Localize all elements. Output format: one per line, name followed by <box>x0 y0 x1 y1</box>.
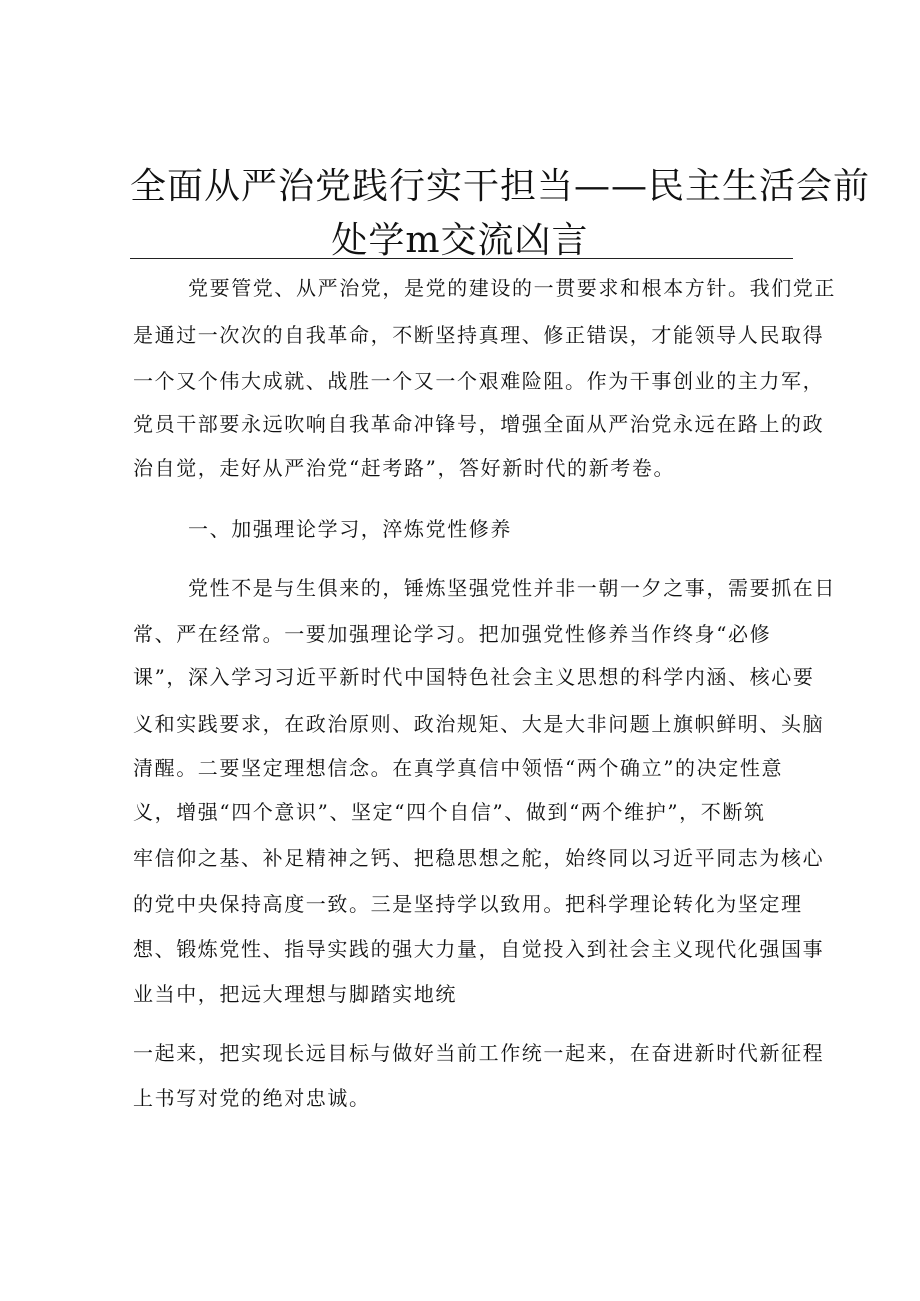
paragraph-2-line: 想、锻炼党性、指导实践的强大力量，自觉投入到社会主义现代化强国事 <box>133 937 825 961</box>
section-heading: 一、加强理论学习，淬炼党性修养 <box>188 517 512 541</box>
paragraph-1-line: 是通过一次次的自我革命，不断坚持真理、修正错误，才能领导人民取得 <box>133 323 825 347</box>
paragraph-1-line: 一个又个伟大成就、战胜一个又一个艰难险阻。作为干事创业的主力军， <box>133 369 825 393</box>
paragraph-1-line: 党员干部要永远吹响自我革命冲锋号，增强全面从严治党永远在路上的政 <box>133 412 825 436</box>
document-title-line-1: 全面从严治党践行实干担当——民主生活会前 <box>130 166 871 207</box>
paragraph-3-line: 一起来，把实现长远目标与做好当前工作统一起来，在奋进新时代新征程 <box>133 1041 825 1065</box>
paragraph-1-line: 治自觉，走好从严治党“赶考路”，答好新时代的新考卷。 <box>133 456 676 480</box>
paragraph-2-line: 党性不是与生俱来的，锤炼坚强党性并非一朝一夕之事，需要抓在日 <box>188 576 836 600</box>
paragraph-2-line: 义，增强“四个意识”、坚定“四个自信”、做到“两个维护”，不断筑 <box>133 800 766 824</box>
document-title-line-2: 处学m交流凶言 <box>331 220 589 261</box>
paragraph-2-line: 义和实践要求，在政治原则、政治规矩、大是大非问题上旗帜鲜明、头脑 <box>133 712 825 736</box>
paragraph-2-line: 业当中，把远大理想与脚踏实地统 <box>133 982 457 1006</box>
paragraph-2-line: 的党中央保持高度一致。三是坚持学以致用。把科学理论转化为坚定理 <box>133 892 803 916</box>
title-underline <box>130 258 793 259</box>
paragraph-2-line: 牢信仰之基、补足精神之钙、把稳思想之舵，始终同以习近平同志为核心 <box>133 846 825 870</box>
paragraph-2-line: 课”，深入学习习近平新时代中国特色社会主义思想的科学内涵、核心要 <box>133 665 815 689</box>
paragraph-1-line: 党要管党、从严治党，是党的建设的一贯要求和根本方针。我们党正 <box>188 276 836 300</box>
paragraph-2-line: 清醒。二要坚定理想信念。在真学真信中领悟“两个确立”的决定性意 <box>133 756 784 780</box>
paragraph-3-line: 上书写对党的绝对忠诚。 <box>133 1086 371 1110</box>
paragraph-2-line: 常、严在经常。一要加强理论学习。把加强党性修养当作终身“必修 <box>133 622 772 646</box>
